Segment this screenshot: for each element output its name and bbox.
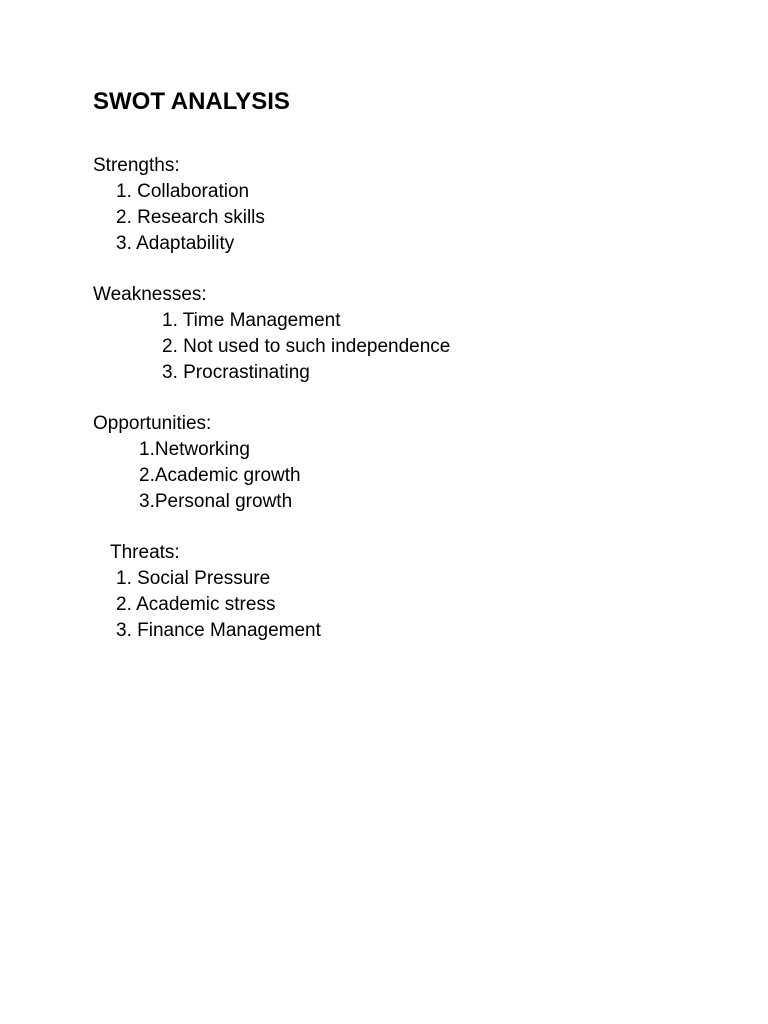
threats-item: 3. Finance Management [116, 620, 321, 641]
opportunities-heading: Opportunities: [93, 413, 212, 434]
weaknesses-item: 3. Procrastinating [162, 362, 310, 383]
threats-heading: Threats: [110, 542, 180, 563]
weaknesses-heading: Weaknesses: [93, 284, 207, 305]
opportunities-item: 3.Personal growth [139, 491, 293, 512]
opportunities-item: 2.Academic growth [139, 465, 301, 486]
weaknesses-item: 2. Not used to such independence [162, 336, 451, 357]
threats-item: 2. Academic stress [116, 594, 276, 615]
strengths-item: 3. Adaptability [116, 233, 235, 254]
opportunities-item: 1.Networking [139, 439, 250, 460]
threats-item: 1. Social Pressure [116, 568, 271, 589]
weaknesses-item: 1. Time Management [162, 310, 341, 331]
strengths-item: 1. Collaboration [116, 181, 250, 202]
page-title: SWOT ANALYSIS [93, 88, 290, 115]
strengths-heading: Strengths: [93, 155, 180, 176]
strengths-item: 2. Research skills [116, 207, 265, 228]
